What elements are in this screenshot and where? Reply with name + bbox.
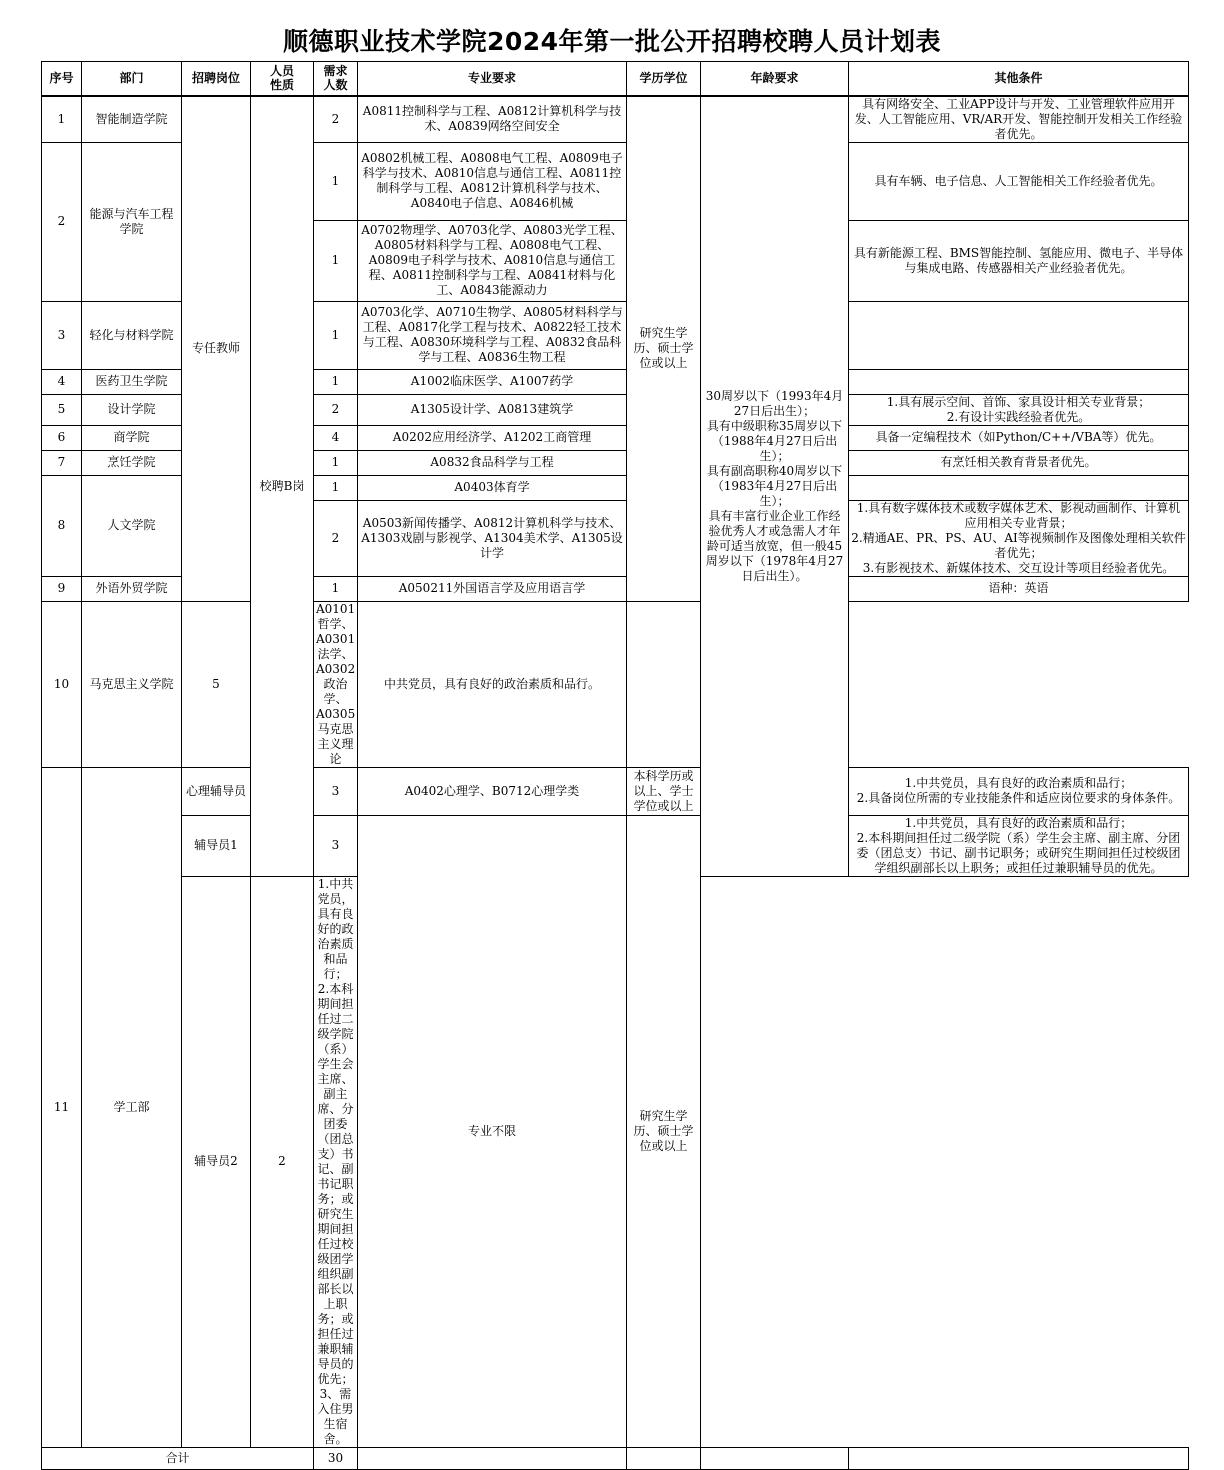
position-cell: 心理辅导员 [182,767,251,815]
seq-cell: 4 [42,369,82,394]
major-cell: A0832食品科学与工程 [358,450,627,475]
count-cell: 1 [314,369,358,394]
major-cell: A1305设计学、A0813建筑学 [358,394,627,425]
dept-cell: 人文学院 [82,475,182,576]
major-cell: 专业不限 [358,815,627,1447]
degree-cell: 研究生学历、硕士学位或以上 [627,96,701,602]
dept-cell: 智能制造学院 [82,96,182,143]
dept-cell: 医药卫生学院 [82,369,182,394]
total-label: 合计 [42,1447,314,1469]
count-cell: 2 [314,96,358,143]
header-row [42,62,1189,96]
header-major: 专业要求 [358,62,627,96]
seq-cell: 7 [42,450,82,475]
seq-cell: 3 [42,301,82,369]
header-count: 需求 人数 [314,62,358,96]
other-cell [849,369,1189,394]
degree-cell: 本科学历或以上、学士学位或以上 [627,767,701,815]
seq-cell: 11 [42,767,82,1447]
dept-cell: 设计学院 [82,394,182,425]
count-cell: 4 [314,425,358,450]
age-cell: 30周岁以下（1993年4月27日后出生）； 具有中级职称35周岁以下（1988年4月27日后出生）； 具有副高职称40周岁以下（1983年4月27日后出生）； 具有丰富行业企业工作经验优秀人才或急需人才年龄可适当放宽，但一般45周岁以下（1978年4月27日后出生）。 [701,96,849,877]
table-row [42,767,1189,815]
seq-cell: 8 [42,475,82,576]
seq-cell: 1 [42,96,82,143]
dept-cell: 商学院 [82,425,182,450]
count-cell: 2 [251,876,314,1447]
header-nature: 人员 性质 [251,62,314,96]
other-cell: 具有车辆、电子信息、人工智能相关工作经验者优先。 [849,142,1189,220]
major-cell: A0101哲学、A0301法学、A0302 政治学、A0305 马克思主义理论 [314,601,358,767]
count-cell: 1 [314,220,358,301]
seq-cell: 6 [42,425,82,450]
major-cell: A0403体育学 [358,475,627,500]
dept-cell: 马克思主义学院 [82,601,182,767]
position-cell: 专任教师 [182,96,251,602]
count-cell: 1 [314,142,358,220]
major-cell: A0503新闻传播学、A0812计算机科学与技术、A1303戏剧与影视学、A1304美术学、A1305设计学 [358,500,627,576]
total-count: 30 [314,1447,358,1469]
nature-cell: 校聘B岗 [251,96,314,877]
other-cell [849,301,1189,369]
other-cell: 具备一定编程技术（如Python/C++/VBA等）优先。 [849,425,1189,450]
other-cell: 语种：英语 [849,576,1189,601]
recruitment-plan-table [41,61,1189,1470]
major-cell: A1002临床医学、A1007药学 [358,369,627,394]
other-cell: 具有新能源工程、BMS智能控制、氢能应用、微电子、半导体与集成电路、传感器相关产业经验者优先。 [849,220,1189,301]
header-seq: 序号 [42,62,82,96]
total-row [42,1447,1189,1469]
major-cell: A0703化学、A0710生物学、A0805材料科学与工程、A0817化学工程与技术、A0822轻工技术与工程、A0830环境科学与工程、A0832食品科学与工程、A0836生物工程 [358,301,627,369]
dept-cell: 烹饪学院 [82,450,182,475]
major-cell: A0702物理学、A0703化学、A0803光学工程、A0805材料科学与工程、A0808电气工程、A0809电子科学与技术、A0810信息与通信工程、A0811控制科学与工程、A0841材料与化工、A0843能源动力 [358,220,627,301]
count-cell: 5 [182,601,251,767]
count-cell: 3 [314,767,358,815]
other-cell: 1.具有展示空间、首饰、家具设计相关专业背景； 2.有设计实践经验者优先。 [849,394,1189,425]
degree-cell: 研究生学历、硕士学位或以上 [627,815,701,1447]
major-cell: A0802机械工程、A0808电气工程、A0809电子科学与技术、A0810信息与通信工程、A0811控制科学与工程、A0812计算机科学与技术、A0840电子信息、A0846机械 [358,142,627,220]
header-dept: 部门 [82,62,182,96]
count-cell: 1 [314,576,358,601]
seq-cell: 2 [42,142,82,301]
table-row [42,601,1189,767]
header-age: 年龄要求 [701,62,849,96]
dept-cell: 能源与汽车工程学院 [82,142,182,301]
seq-cell: 9 [42,576,82,601]
dept-cell: 轻化与材料学院 [82,301,182,369]
header-other: 其他条件 [849,62,1189,96]
count-cell: 1 [314,301,358,369]
major-cell: A0202应用经济学、A1202工商管理 [358,425,627,450]
position-cell: 辅导员2 [182,876,251,1447]
other-cell [849,475,1189,500]
table-row [42,96,1189,143]
position-cell: 辅导员1 [182,815,251,876]
dept-cell: 学工部 [82,767,182,1447]
count-cell: 2 [314,394,358,425]
count-cell: 1 [314,475,358,500]
other-cell: 1.中共党员，具有良好的政治素质和品行； 2.本科期间担任过二级学院（系）学生会主席、副主席、分团委（团总支）书记、副书记职务；或研究生期间担任过校级团学组织副部长以上职务；或担任过兼职辅导员的优先。 [849,815,1189,876]
seq-cell: 10 [42,601,82,767]
other-cell: 有烹饪相关教育背景者优先。 [849,450,1189,475]
major-cell: A0402心理学、B0712心理学类 [358,767,627,815]
count-cell: 2 [314,500,358,576]
header-position: 招聘岗位 [182,62,251,96]
other-cell: 具有网络安全、工业APP设计与开发、工业管理软件应用开发、人工智能应用、VR/AR开发、智能控制开发相关工作经验者优先。 [849,96,1189,143]
seq-cell: 5 [42,394,82,425]
other-cell: 1.具有数字媒体技术或数字媒体艺术、影视动画制作、计算机应用相关专业背景； 2.精通AE、PR、PS、AU、AI等视频制作及图像处理相关软件者优先； 3.有影视技术、新媒体技术、交互设计等项目经验者优先。 [849,500,1189,576]
major-cell: A050211外国语言学及应用语言学 [358,576,627,601]
table-row [42,815,1189,876]
dept-cell: 外语外贸学院 [82,576,182,601]
other-cell: 1.中共党员，具有良好的政治素质和品行； 2.具备岗位所需的专业技能条件和适应岗位要求的身体条件。 [849,767,1189,815]
other-cell: 1.中共党员，具有良好的政治素质和品行； 2.本科期间担任过二级学院（系）学生会主席、副主席、分团委（团总支）书记、副书记职务；或研究生期间担任过校级团学组织副部长以上职务；或担任过兼职辅导员的优先； 3、需入住男生宿舍。 [314,876,358,1447]
count-cell: 1 [314,450,358,475]
major-cell: A0811控制科学与工程、A0812计算机科学与技术、A0839网络空间安全 [358,96,627,143]
other-cell: 中共党员，具有良好的政治素质和品行。 [358,601,627,767]
count-cell: 3 [314,815,358,876]
header-degree: 学历学位 [627,62,701,96]
page-title: 顺德职业技术学院2024年第一批公开招聘校聘人员计划表 [282,27,942,56]
